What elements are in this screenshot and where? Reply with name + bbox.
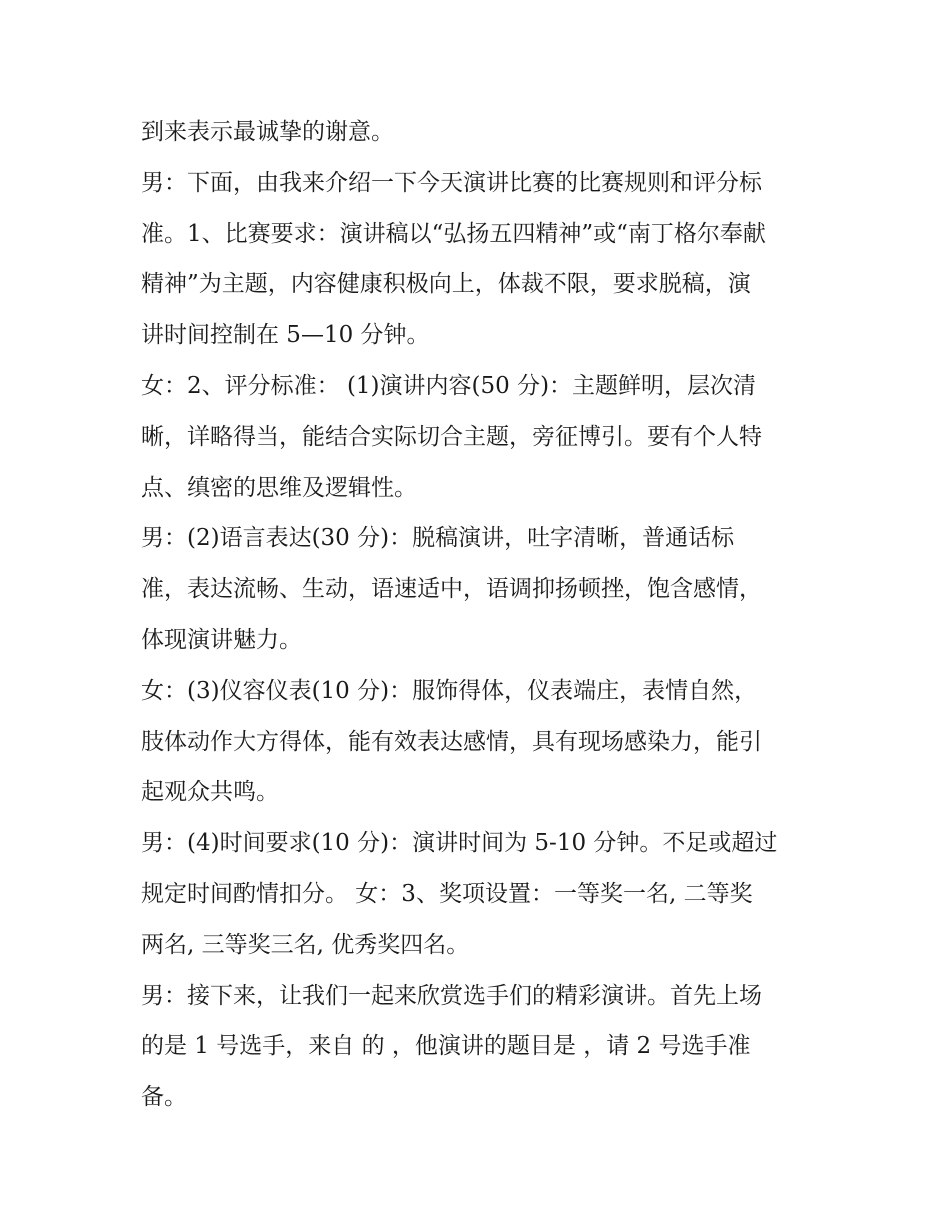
text-line: 到来表示最诚挚的谢意。 xyxy=(141,119,394,145)
text-line: 点、缜密的思维及逻辑性。 xyxy=(141,474,417,501)
text-line: 备。 xyxy=(141,1084,187,1111)
text-line: 晰，详略得当，能结合实际切合主题，旁征博引。要有个人特 xyxy=(141,423,762,450)
text-line: 准，表达流畅、生动，语速适中，语调抑扬顿挫，饱含感情， xyxy=(141,576,762,603)
text-line: 男：下面，由我来介绍一下今天演讲比赛的比赛规则和评分标 xyxy=(141,169,762,196)
text-line: 讲时间控制在 5—10 分钟。 xyxy=(141,322,430,349)
text-line: 规定时间酌情扣分。 女：3、奖项设置：一等奖一名, 二等奖 xyxy=(141,880,753,907)
text-line: 男：(4)时间要求(10 分)：演讲时间为 5-10 分钟。不足或超过 xyxy=(141,830,778,857)
text-line: 肢体动作大方得体，能有效表达感情，具有现场感染力，能引 xyxy=(141,728,762,755)
text-line: 体现演讲魅力。 xyxy=(141,626,302,653)
text-line: 精神”为主题，内容健康积极向上，体裁不限，要求脱稿，演 xyxy=(141,271,751,298)
text-line: 准。1、比赛要求：演讲稿以“弘扬五四精神”或“南丁格尔奉献 xyxy=(141,220,766,247)
text-line: 男：接下来，让我们一起来欣赏选手们的精彩演讲。首先上场 xyxy=(141,982,762,1009)
text-line: 起观众共鸣。 xyxy=(141,779,279,806)
text-line: 两名, 三等奖三名, 优秀奖四名。 xyxy=(141,931,470,958)
text-line: 的是 1 号选手，来自 的 ，他演讲的题目是 ，请 2 号选手准 xyxy=(141,1033,751,1060)
text-line: 女：(3)仪容仪表(10 分)：服饰得体，仪表端庄，表情自然， xyxy=(141,677,758,704)
text-line: 男：(2)语言表达(30 分)：脱稿演讲，吐字清晰，普通话标 xyxy=(141,525,735,552)
document-body xyxy=(141,107,821,1123)
text-line: 女：2、评分标准： (1)演讲内容(50 分)：主题鲜明，层次清 xyxy=(141,372,757,399)
